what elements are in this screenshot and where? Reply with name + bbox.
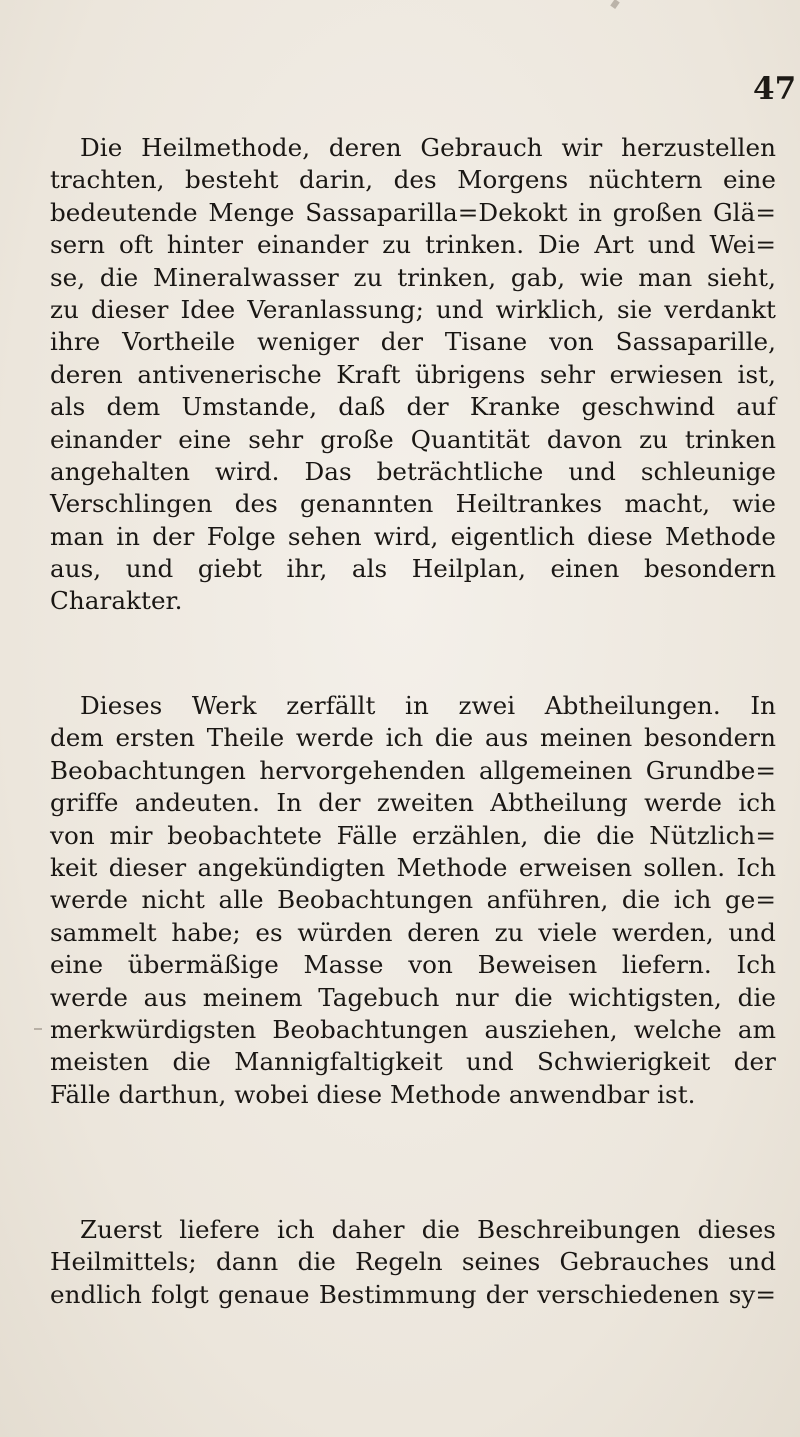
text-line: sern oft hinter einander zu trinken. Die Art und Wei= — [50, 230, 776, 260]
text-line: Dieses Werk zerfällt in zwei Abtheilungen. In — [80, 691, 776, 720]
text-line: Charakter. — [50, 586, 183, 616]
text-line: Heilmittels; dann die Regeln seines Gebrauches und — [50, 1247, 776, 1277]
text-line: bedeutende Menge Sassaparilla=Dekokt in großen Glä= — [50, 197, 776, 227]
text-line: Zuerst liefere ich daher die Beschreibungen dieses — [80, 1215, 776, 1244]
text-line: man in der Folge sehen wird, eigentlich diese Methode — [50, 521, 776, 551]
text-line: dem ersten Theile werde ich die aus meinen besondern — [50, 723, 776, 753]
text-line: keit dieser angekündigten Methode erweisen sollen. Ich — [50, 852, 776, 882]
text-line: griffe andeuten. In der zweiten Abtheilung werde ich — [50, 788, 776, 818]
text-line: merkwürdigsten Beobachtungen ausziehen, welche am — [50, 1014, 776, 1044]
text-line: sammelt habe; es würden deren zu viele werden, und — [50, 917, 776, 947]
page-number: 47 — [753, 71, 797, 107]
text-line: se, die Mineralwasser zu trinken, gab, wie man sieht, — [50, 262, 776, 292]
text-line: als dem Umstande, daß der Kranke geschwind auf — [50, 392, 776, 422]
text-line: werde nicht alle Beobachtungen anführen, die ich ge= — [50, 885, 776, 915]
text-line: eine übermäßige Masse von Beweisen liefern. Ich — [50, 950, 776, 980]
text-line: ihre Vortheile weniger der Tisane von Sassaparille, — [50, 327, 776, 357]
text-line: deren antivenerische Kraft übrigens sehr erwiesen ist, — [50, 359, 776, 389]
text-line: meisten die Mannigfaltigkeit und Schwierigkeit der — [50, 1047, 776, 1077]
text-line: Beobachtungen hervorgehenden allgemeinen Grundbe= — [50, 755, 776, 785]
text-line: zu dieser Idee Veranlassung; und wirklich, sie verdankt — [50, 294, 776, 324]
text-line: angehalten wird. Das beträchtliche und schleunige — [50, 456, 776, 486]
paragraph-zuerst — [50, 1214, 776, 1311]
paragraph-werk-abtheilungen — [50, 690, 776, 1111]
text-line: Verschlingen des genannten Heiltrankes macht, wie — [50, 489, 776, 519]
text-line: einander eine sehr große Quantität davon zu trinken — [50, 424, 776, 454]
text-line: Die Heilmethode, deren Gebrauch wir herzustellen — [80, 133, 776, 162]
text-line: Fälle darthun, wobei diese Methode anwendbar ist. — [50, 1079, 696, 1109]
paragraph-heilmethode — [50, 132, 776, 618]
text-line: werde aus meinem Tagebuch nur die wichtigsten, die — [50, 982, 776, 1012]
paper-blemish — [610, 0, 620, 9]
text-line: von mir beobachtete Fälle erzählen, die die Nützlich= — [50, 820, 776, 850]
ink-fleck — [34, 1028, 42, 1030]
text-line: aus, und giebt ihr, als Heilplan, einen besondern — [50, 554, 776, 584]
text-line: endlich folgt genaue Bestimmung der verschiedenen sy= — [50, 1279, 776, 1309]
text-line: trachten, besteht darin, des Morgens nüchtern eine — [50, 165, 776, 195]
